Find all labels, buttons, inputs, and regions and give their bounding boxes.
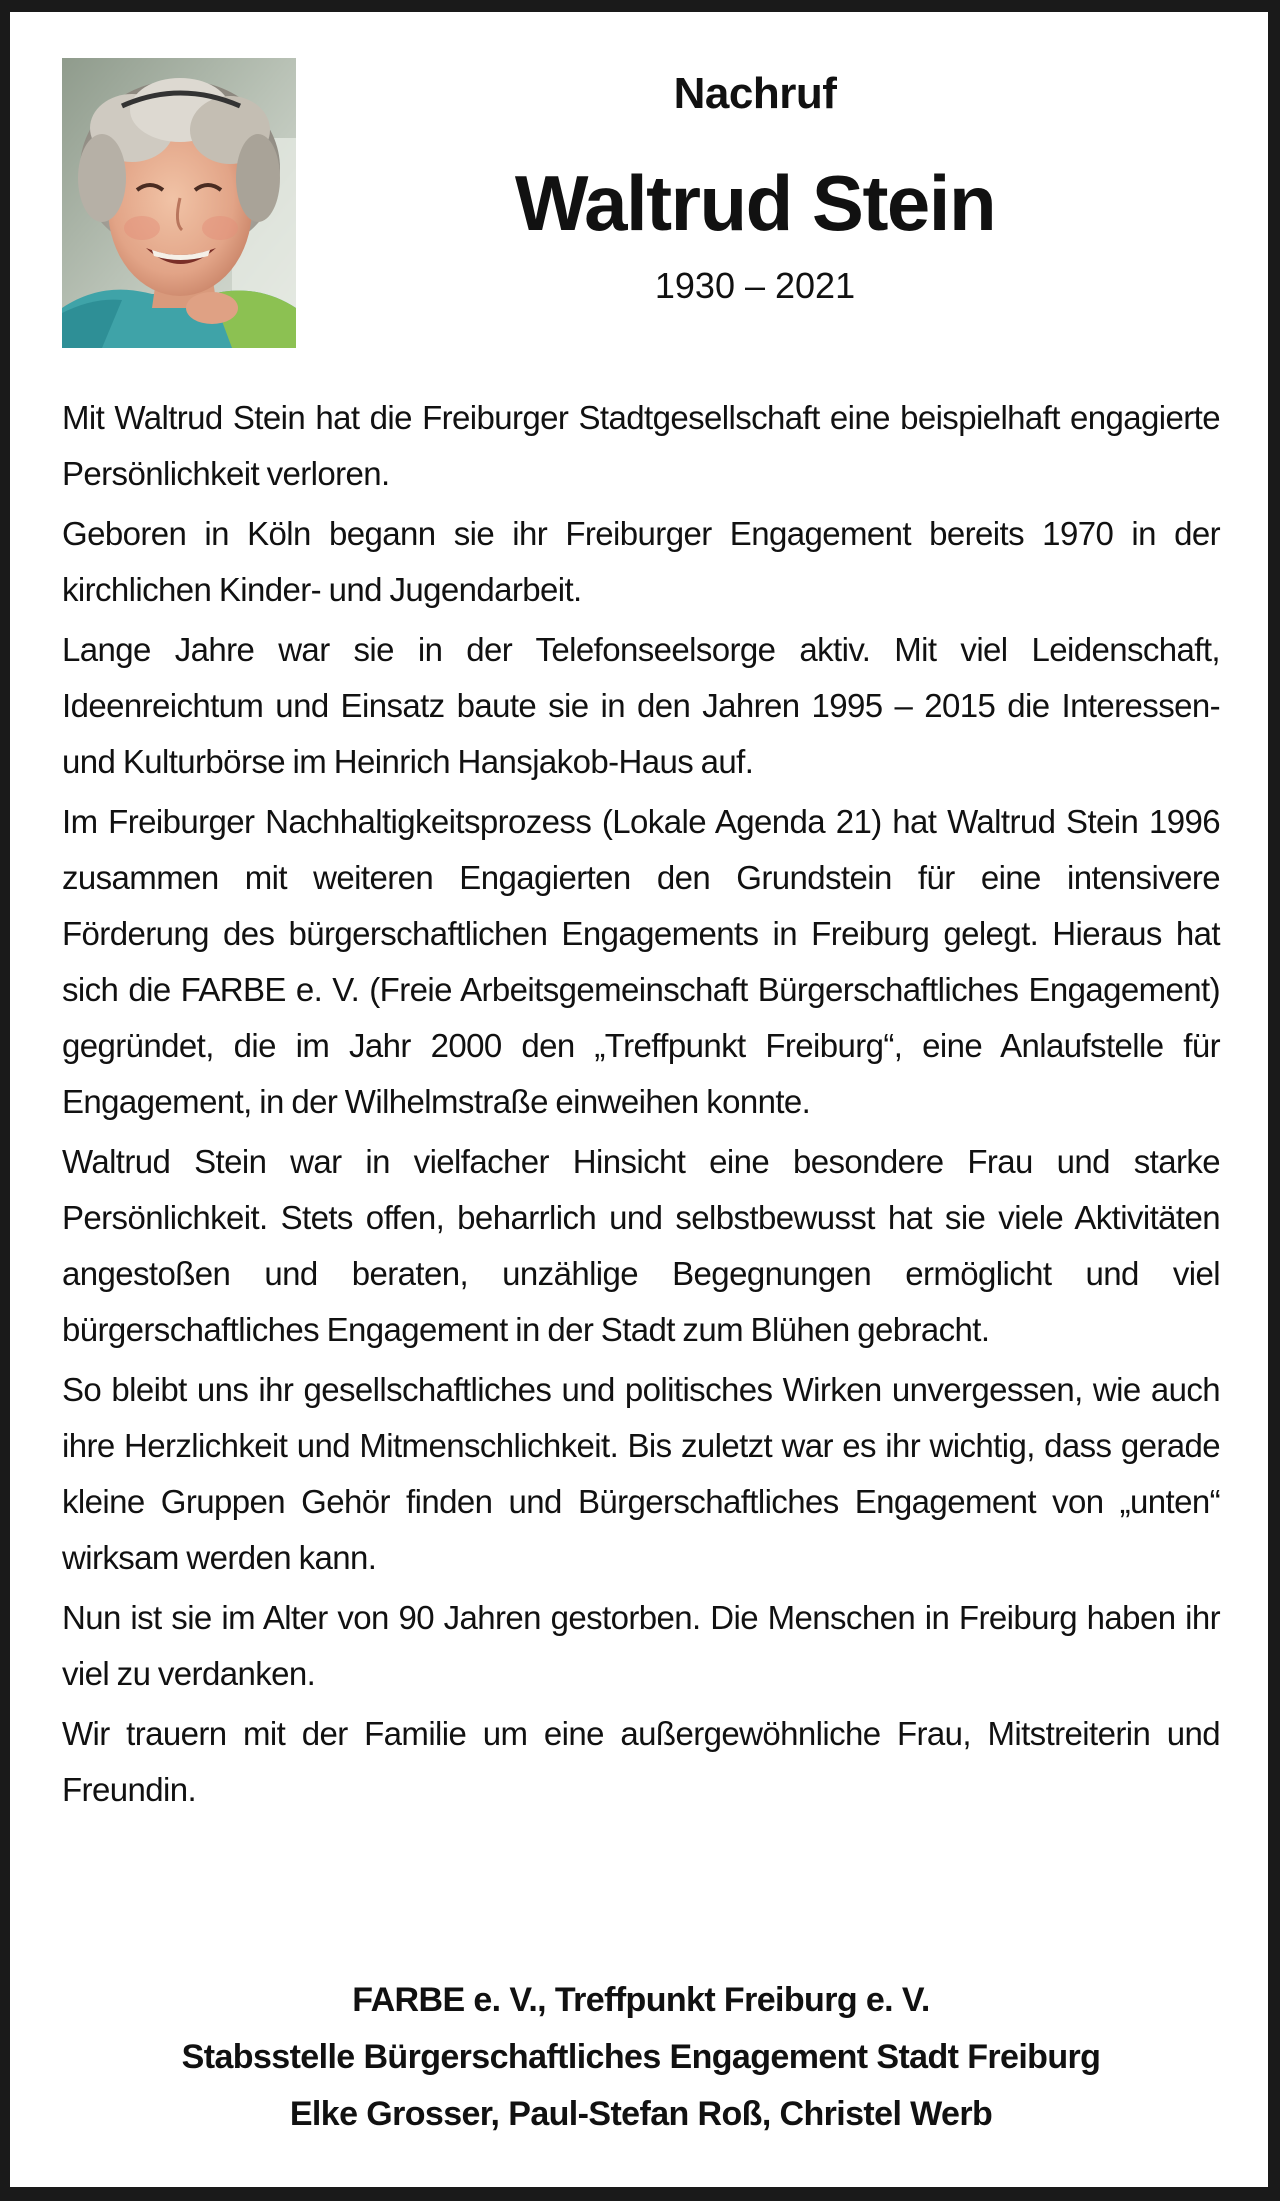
paragraph: Nun ist sie im Alter von 90 Jahren gestorben. Die Menschen in Freiburg haben ihr viel zu verdanken. — [62, 1599, 1220, 1692]
life-years: 1930 – 2021 — [654, 265, 856, 306]
kicker-heading: Nachruf — [673, 69, 837, 118]
obituary-notice — [10, 12, 1268, 2187]
obituary-body — [62, 390, 1220, 1822]
signature-line: Elke Grosser, Paul-Stefan Roß, Christel Werb — [289, 2095, 993, 2133]
header — [310, 58, 1200, 314]
signature-line: FARBE e. V., Treffpunkt Freiburg e. V. — [352, 1981, 930, 2019]
paragraph: So bleibt uns ihr gesellschaftliches und politisches Wirken unvergessen, wie auch ihre Herzlichkeit und Mitmenschlichkeit. Bis zuletzt war es ihr wichtig, dass gerade kleine Gruppen Gehör finden und Bürgerschaftliches Engagement von „unten“ wirksam werden kann. — [62, 1371, 1220, 1576]
signature-line: Stabsstelle Bürgerschaftliches Engagement Stadt Freiburg — [181, 2038, 1101, 2076]
paragraph: Waltrud Stein war in vielfacher Hinsicht eine besondere Frau und starke Persönlichkeit. Stets offen, beharrlich und selbstbewusst hat sie viele Aktivitäten angestoßen und beraten, unzählige Begegnungen ermöglicht und viel bürgerschaftliches Engagement in der Stadt zum Blühen gebracht. — [62, 1143, 1220, 1348]
paragraph: Lange Jahre war sie in der Telefonseelsorge aktiv. Mit viel Leidenschaft, Ideenreichtum und Einsatz baute sie in den Jahren 1995 – 2015 die Interessen- und Kulturbörse im Heinrich Hansjakob-Haus auf. — [62, 631, 1220, 780]
paragraph: Mit Waltrud Stein hat die Freiburger Stadtgesellschaft eine beispielhaft engagierte Persönlichkeit verloren. — [62, 399, 1220, 492]
paragraph: Geboren in Köln begann sie ihr Freiburger Engagement bereits 1970 in der kirchlichen Kinder- und Jugendarbeit. — [62, 515, 1220, 608]
deceased-name: Waltrud Stein — [514, 159, 996, 247]
paragraph: Im Freiburger Nachhaltigkeitsprozess (Lokale Agenda 21) hat Waltrud Stein 1996 zusammen mit weiteren Engagierten den Grundstein für eine intensivere Förderung des bürgerschaftlichen Engagements in Freiburg gelegt. Hieraus hat sich die FARBE e. V. (Freie Arbeitsgemeinschaft Bürgerschaftliches Engagement) gegründet, die im Jahr 2000 den „Treffpunkt Freiburg“, eine Anlaufstelle für Engagement, in der Wilhelmstraße einweihen konnte. — [62, 803, 1220, 1120]
portrait-photo — [62, 58, 296, 348]
paragraph: Wir trauern mit der Familie um eine außergewöhnliche Frau, Mitstreiterin und Freundin. — [62, 1715, 1220, 1808]
signatures — [62, 1972, 1220, 2143]
